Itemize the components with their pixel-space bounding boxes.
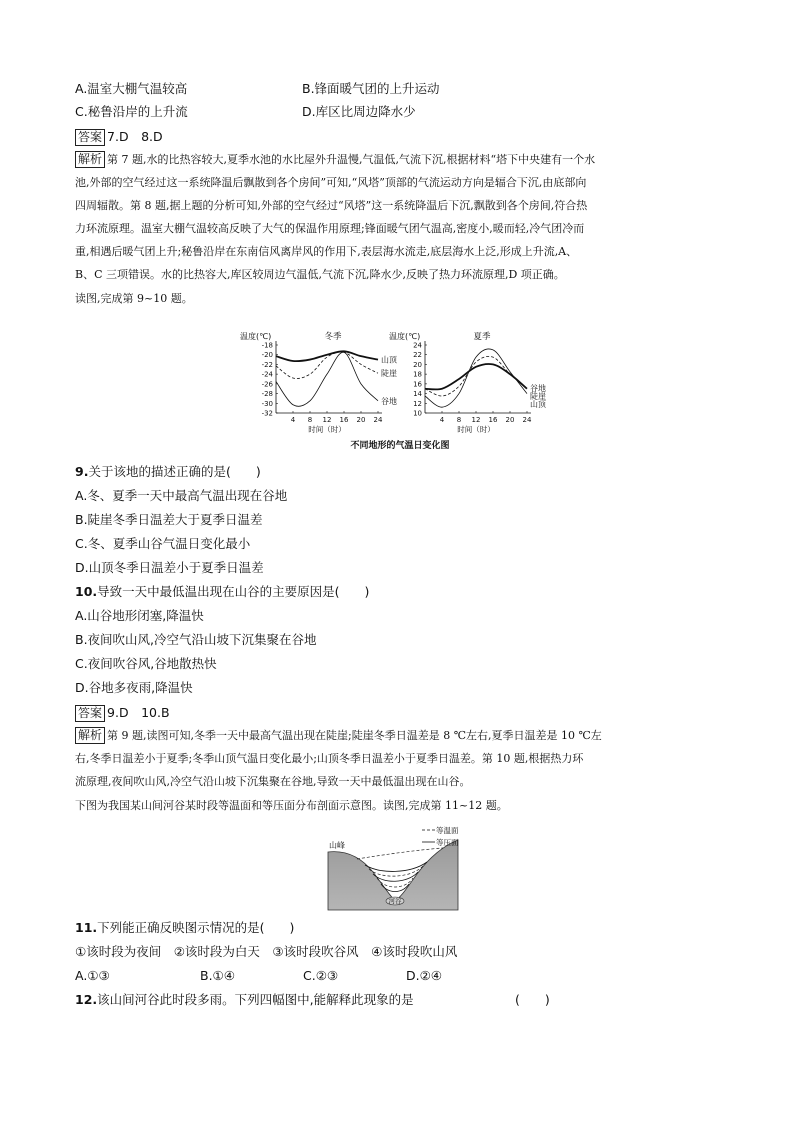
- question-10-option-c: C.夜间吹谷风,谷地散热快: [75, 656, 217, 671]
- x-tick-label: 24: [373, 416, 383, 424]
- x-tick-label: 20: [505, 416, 515, 424]
- explain-badge: 解析: [75, 151, 105, 168]
- option-c-prev: C.秘鲁沿岸的上升流: [75, 104, 188, 119]
- answer-badge: 答案: [75, 129, 105, 146]
- chart-caption: 不同地形的气温日变化图: [350, 441, 450, 451]
- question-11-stem: 11.下列能正确反映图示情况的是( ): [75, 920, 295, 935]
- x-tick-label: 20: [356, 416, 366, 424]
- y-tick-label: -24: [261, 370, 273, 379]
- y-axis-label: 温度(℃): [240, 332, 272, 341]
- y-tick-label: 22: [413, 351, 422, 360]
- summer-chart: [389, 331, 547, 434]
- question-10-option-a: A.山谷地形闭塞,降温快: [75, 608, 204, 623]
- question-9-option-a: A.冬、夏季一天中最高气温出现在谷地: [75, 488, 288, 503]
- explanation-7-8-line-5: 重,相遇后暖气团上升;秘鲁沿岸在东南信风离岸风的作用下,表层海水流走,底层海水上泛,形成上升流,A、: [75, 245, 578, 258]
- series-label: 山顶: [381, 355, 397, 365]
- option-d-prev: D.库区比周边降水少: [302, 104, 416, 119]
- question-11-option-d: D.②④: [406, 968, 443, 983]
- series-label: 谷地: [530, 384, 546, 393]
- option-a-prev: A.温室大棚气温较高: [75, 81, 188, 96]
- question-9-option-b: B.陡崖冬季日温差大于夏季日温差: [75, 512, 263, 527]
- y-tick-label: 12: [413, 399, 422, 408]
- y-tick-label: 24: [413, 341, 422, 350]
- legend-isotherm: 等温面: [436, 826, 459, 835]
- intro-9-10: 读图,完成第 9~10 题。: [75, 292, 193, 305]
- explanation-7-8-line-3: 四周辐散。第 8 题,据上题的分析可知,外部的空气经过“风塔”这一系统降温后下沉,飘散到各个房间,符合热: [75, 199, 588, 212]
- question-10-option-b: B.夜间吹山风,冷空气沿山坡下沉集聚在谷地: [75, 632, 317, 647]
- y-tick-label: -32: [261, 409, 273, 418]
- y-tick-label: 10: [413, 409, 422, 418]
- y-tick-label: 16: [413, 380, 422, 389]
- series-line-谷地: [425, 349, 527, 407]
- question-9-option-d: D.山顶冬季日温差小于夏季日温差: [75, 560, 264, 575]
- explanation-7-8-line-2: 池,外部的空气经过这一系统降温后飘散到各个房间”可知,“风塔”顶部的气流运动方向是辐合下沉,由底部向: [75, 176, 587, 189]
- x-tick-label: 4: [290, 416, 296, 424]
- label-valley: 河谷: [388, 897, 402, 905]
- answer-badge: 答案: [75, 705, 105, 722]
- answer-7-8: 答案 7.D 8.D: [75, 127, 163, 147]
- question-10-stem: 10.导致一天中最低温出现在山谷的主要原因是( ): [75, 584, 370, 599]
- y-tick-label: 14: [413, 390, 422, 399]
- question-11-statements: ①该时段为夜间 ②该时段为白天 ③该时段吹谷风 ④该时段吹山风: [75, 944, 458, 959]
- x-axis-label: 时间（时）: [457, 425, 495, 434]
- chart-title: 冬季: [324, 332, 342, 342]
- question-9-stem: 9.关于该地的描述正确的是( ): [75, 464, 261, 479]
- question-11-option-a: A.①③: [75, 968, 110, 983]
- x-axis-label: 时间（时）: [308, 425, 346, 434]
- y-axis-label: 温度(℃): [389, 332, 421, 341]
- x-tick-label: 8: [456, 416, 462, 424]
- label-peak: 山峰: [329, 841, 345, 850]
- explanation-9-10-line-1: 解析 第 9 题,读图可知,冬季一天中最高气温出现在陡崖;陡崖冬季日温差是 8 ℃左右,夏季日温差是 10 ℃左: [75, 726, 602, 746]
- winter-chart: [240, 331, 398, 434]
- option-b-prev: B.锋面暖气团的上升运动: [302, 81, 440, 96]
- series-label: 陡崖: [381, 369, 397, 379]
- explanation-7-8-line-4: 力环流原理。温室大棚气温较高反映了大气的保温作用原理;锋面暖气团气温高,密度小,暖而轻,冷气团冷而: [75, 222, 585, 235]
- y-tick-label: -30: [261, 399, 273, 408]
- isobar-line: [373, 872, 418, 881]
- question-12-stem: 12.该山间河谷此时段多雨。下列四幅图中,能解释此现象的是: [75, 992, 414, 1007]
- x-tick-label: 8: [307, 416, 313, 424]
- series-line-山顶: [276, 351, 378, 361]
- question-12-paren: ( ): [515, 992, 550, 1007]
- y-tick-label: -20: [261, 351, 273, 360]
- temperature-charts: [240, 325, 560, 455]
- explain-badge: 解析: [75, 727, 105, 744]
- x-tick-label: 16: [339, 416, 349, 424]
- isotherm-line: [357, 848, 443, 859]
- valley-diagram: [325, 822, 465, 912]
- intro-11-12: 下图为我国某山间河谷某时段等温面和等压面分布剖面示意图。读图,完成第 11~12 题。: [75, 799, 508, 812]
- x-tick-label: 24: [522, 416, 532, 424]
- y-tick-label: 18: [413, 370, 422, 379]
- question-11-options: [75, 966, 442, 986]
- explanation-9-10-line-2: 右,冬季日温差小于夏季;冬季山顶气温日变化最小;山顶冬季日温差小于夏季日温差。第 10 题,根据热力环: [75, 752, 584, 765]
- y-tick-label: -22: [261, 360, 273, 369]
- y-tick-label: -28: [261, 390, 273, 399]
- explanation-7-8-line-1: 解析 第 7 题,水的比热容较大,夏季水池的水比屋外升温慢,气温低,气流下沉,根据材料“塔下中央建有一个水: [75, 150, 595, 170]
- y-tick-label: -26: [261, 380, 273, 389]
- series-line-山顶: [425, 364, 527, 389]
- explanation-9-10-line-3: 流原理,夜间吹山风,冷空气沿山坡下沉集聚在谷地,导致一天中最低温出现在山谷。: [75, 775, 471, 788]
- chart-title: 夏季: [473, 332, 491, 342]
- explanation-7-8-line-6: B、C 三项错误。水的比热容大,库区较周边气温低,气流下沉,降水少,反映了热力环流原理,D 项正确。: [75, 268, 565, 281]
- y-tick-label: 20: [413, 360, 422, 369]
- question-11-option-c: C.②③: [303, 968, 339, 983]
- question-10-option-d: D.谷地多夜雨,降温快: [75, 680, 193, 695]
- x-tick-label: 12: [322, 416, 332, 424]
- legend-isobar: 等压面: [436, 838, 459, 847]
- x-tick-label: 4: [439, 416, 445, 424]
- series-label: 山顶: [530, 400, 546, 409]
- series-label: 陡崖: [530, 392, 546, 401]
- question-9-option-c: C.冬、夏季山谷气温日变化最小: [75, 536, 251, 551]
- series-label: 谷地: [381, 396, 397, 406]
- x-tick-label: 16: [488, 416, 498, 424]
- question-11-option-b: B.①④: [200, 968, 235, 983]
- answer-9-10: 答案 9.D 10.B: [75, 703, 170, 723]
- y-tick-label: -18: [261, 341, 273, 350]
- x-tick-label: 12: [471, 416, 481, 424]
